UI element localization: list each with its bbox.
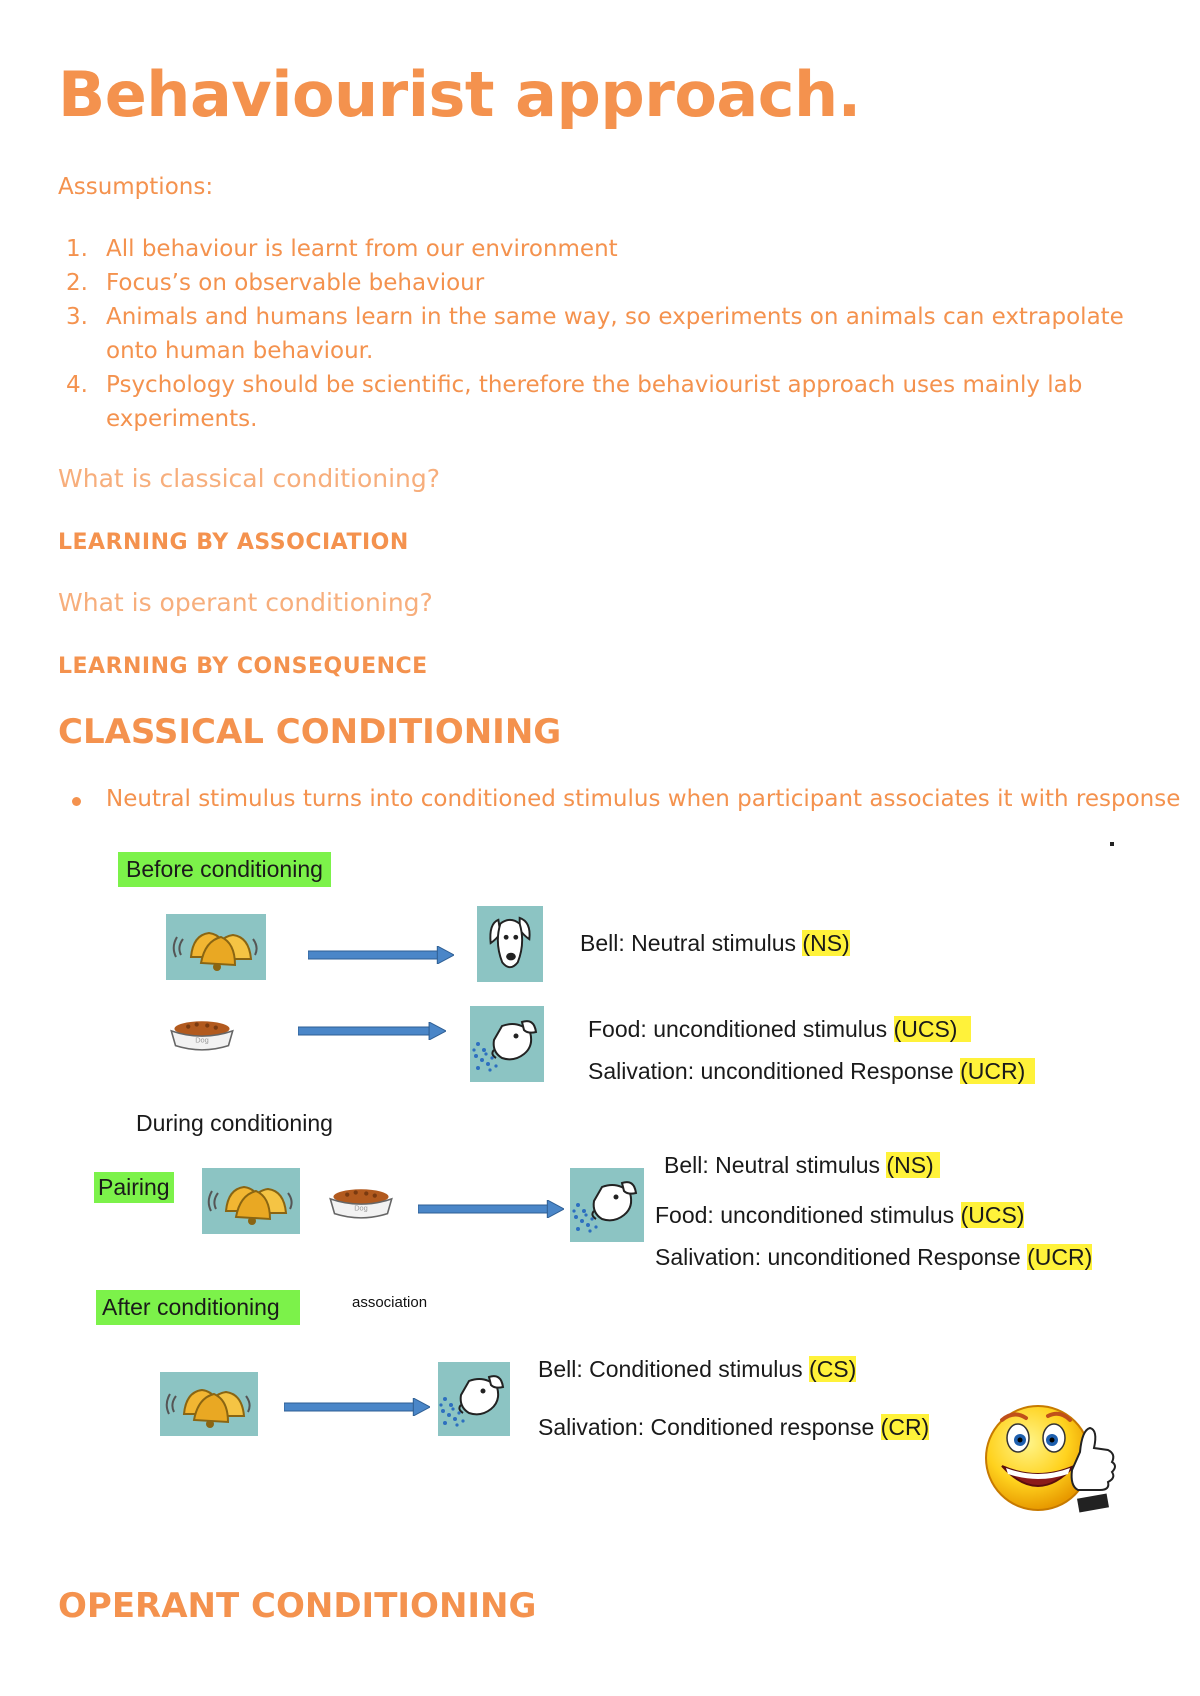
assumption-text: Focus’s on observable behaviour (106, 270, 485, 296)
ucs-tag: (UCS) (960, 1202, 1025, 1228)
cr-tag: (CR) (880, 1414, 930, 1440)
caption-text: Salivation: Conditioned response (538, 1414, 881, 1440)
caption-text: Bell: Neutral stimulus (580, 930, 803, 956)
bell-icon (166, 914, 266, 980)
during-conditioning-label: During conditioning (136, 1110, 333, 1136)
during-food-caption (655, 1202, 1024, 1229)
bullet-text: Neutral stimulus turns into conditioned stimulus when participant associates it with response (106, 786, 1181, 812)
stray-dot (1110, 842, 1114, 846)
bell-image (166, 914, 266, 980)
ucr-tag: (UCR) (960, 1058, 1035, 1084)
assumption-text: All behaviour is learnt from our environment (106, 236, 618, 262)
page-title: Behaviourist approach. (58, 58, 861, 131)
ns-tag: (NS) (886, 1152, 939, 1178)
bell-ns-caption (580, 930, 850, 957)
pairing-label: Pairing (94, 1172, 174, 1203)
salivating-dog-image (570, 1168, 644, 1242)
bell-image (202, 1168, 300, 1234)
arrow-icon (284, 1398, 430, 1416)
food-bowl-icon (164, 1016, 240, 1052)
question-operant: What is operant conditioning? (58, 588, 433, 617)
list-number: 3. (66, 304, 88, 330)
salivating-dog-icon (438, 1362, 510, 1436)
salivating-dog-image (438, 1362, 510, 1436)
answer-operant: LEARNING BY CONSEQUENCE (58, 654, 428, 679)
question-classical: What is classical conditioning? (58, 464, 441, 493)
assumption-item (66, 368, 1146, 436)
food-ucs-caption (588, 1016, 971, 1043)
dog-image (477, 906, 543, 982)
caption-text: Food: unconditioned stimulus (655, 1202, 961, 1228)
caption-text: Salivation: unconditioned Response (655, 1244, 1028, 1270)
ucs-tag: (UCS) (894, 1016, 972, 1042)
bullet-item (72, 786, 1180, 812)
after-conditioning-label: After conditioning (96, 1290, 300, 1325)
after-salivation-caption (538, 1414, 929, 1441)
bell-icon (202, 1168, 300, 1234)
assumptions-label: Assumptions: (58, 174, 214, 200)
heading-operant-conditioning: OPERANT CONDITIONING (58, 1586, 537, 1626)
dog-icon (477, 906, 543, 982)
salivating-dog-icon (570, 1168, 644, 1242)
ucr-tag: (UCR) (1027, 1244, 1093, 1270)
assumption-item (66, 300, 1146, 368)
during-salivation-caption (655, 1244, 1092, 1271)
assumption-text: Psychology should be scientific, therefore the behaviourist approach uses mainly lab experiments. (106, 372, 1083, 432)
caption-text: Bell: Conditioned stimulus (538, 1356, 810, 1382)
caption-text: Food: unconditioned stimulus (588, 1016, 894, 1042)
arrow-icon (308, 946, 454, 964)
bullet-dot (72, 797, 81, 806)
smiley-thumbs-up-icon (980, 1398, 1120, 1518)
assumption-text: Animals and humans learn in the same way, so experiments on animals can extrapolate onto human behaviour. (106, 304, 1124, 364)
arrow-icon (298, 1022, 446, 1040)
association-label: association (352, 1294, 428, 1311)
assumptions-list (66, 232, 1146, 436)
heading-classical-conditioning: CLASSICAL CONDITIONING (58, 712, 562, 752)
food-bowl-icon (322, 1184, 400, 1220)
after-bell-caption (538, 1356, 856, 1383)
bell-icon (160, 1372, 258, 1436)
bell-image (160, 1372, 258, 1436)
list-number: 2. (66, 270, 88, 296)
answer-classical: LEARNING BY ASSOCIATION (58, 530, 409, 555)
assumption-item (66, 266, 1146, 300)
caption-text: Salivation: unconditioned Response (588, 1058, 961, 1084)
assumption-item (66, 232, 1146, 266)
arrow-icon (418, 1200, 564, 1218)
salivation-ucr-caption (588, 1058, 1035, 1085)
list-number: 4. (66, 372, 88, 398)
caption-text: Bell: Neutral stimulus (664, 1152, 887, 1178)
list-number: 1. (66, 236, 88, 262)
before-conditioning-label: Before conditioning (118, 852, 331, 887)
ns-tag: (NS) (802, 930, 850, 956)
salivating-dog-image (470, 1006, 544, 1082)
during-bell-caption (664, 1152, 940, 1179)
salivating-dog-icon (470, 1006, 544, 1082)
cs-tag: (CS) (809, 1356, 857, 1382)
